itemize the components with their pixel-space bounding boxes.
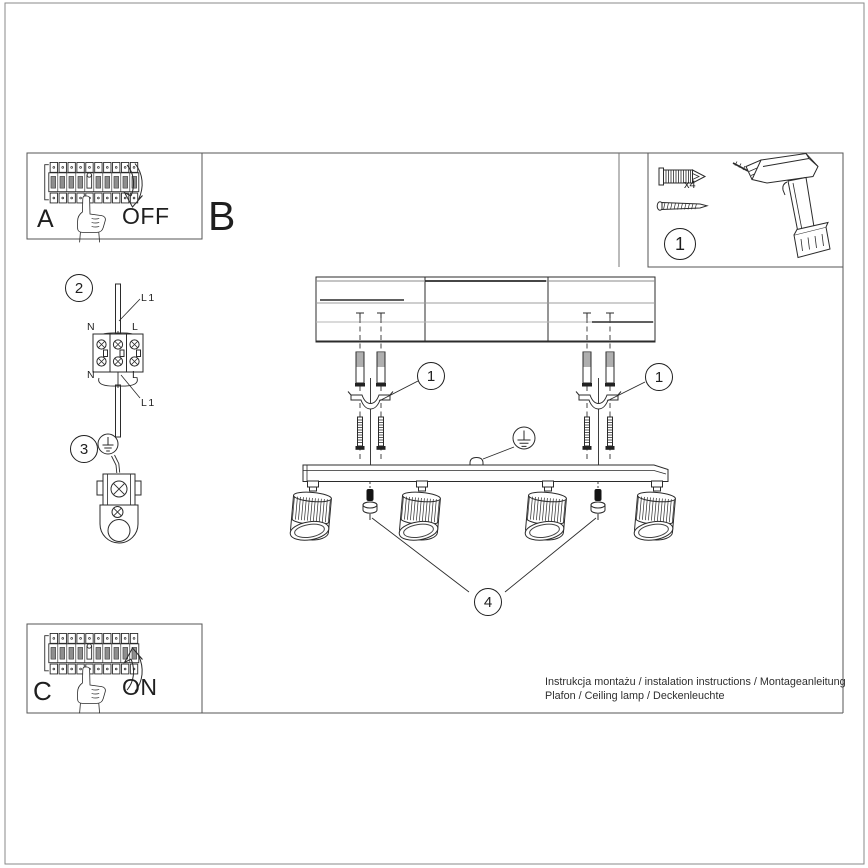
panel-a-label: A bbox=[37, 205, 54, 233]
wiring-illustration bbox=[93, 284, 143, 437]
step-3-badge: 3 bbox=[70, 435, 98, 463]
ceiling-illustration bbox=[316, 277, 655, 342]
panel-b-label: B bbox=[208, 193, 236, 239]
sheet-frame bbox=[5, 3, 864, 864]
terminal-label-l-top: L bbox=[132, 321, 138, 333]
ground-leader-line bbox=[483, 447, 514, 459]
ground-wire-hook bbox=[470, 458, 483, 466]
panel-a-state-label: OFF bbox=[122, 203, 170, 229]
breaker-panel-icon bbox=[45, 162, 139, 203]
mounting-screw-icon bbox=[583, 417, 592, 450]
terminal-label-n-bottom: N bbox=[87, 369, 95, 381]
wall-anchor-icon bbox=[355, 352, 365, 387]
wall-anchor-icon bbox=[605, 352, 615, 387]
mounting-screw-icon bbox=[606, 417, 615, 450]
spotlight-icon bbox=[522, 491, 569, 546]
wall-plug-icon bbox=[659, 168, 705, 185]
anchor-quantity-label: x4 bbox=[684, 179, 696, 191]
mounting-screw-icon bbox=[657, 202, 707, 210]
rail-bar bbox=[303, 465, 668, 482]
ground-clamp-icon bbox=[97, 474, 141, 543]
wire-top bbox=[116, 284, 121, 333]
drill-icon bbox=[733, 154, 830, 258]
fixing-screw-icon bbox=[363, 489, 377, 520]
wire-bottom bbox=[116, 385, 121, 437]
panel-c-label: C bbox=[33, 676, 52, 706]
fixing-screw-icon bbox=[591, 489, 605, 520]
breaker-panel-icon bbox=[45, 633, 139, 674]
grounding-illustration bbox=[97, 434, 141, 543]
mounting-screw-icon bbox=[377, 417, 386, 450]
panel-c-state-label: ON bbox=[122, 674, 158, 700]
step-1-badge-left: 1 bbox=[417, 362, 445, 390]
spotlight-icon bbox=[287, 491, 334, 546]
step-2-badge: 2 bbox=[65, 274, 93, 302]
wire-label-l1-top: L1 bbox=[141, 292, 156, 304]
ground-wire bbox=[112, 455, 120, 473]
spotlight-icon bbox=[631, 491, 678, 546]
footer-title: Instrukcja montażu / instalation instructions / Montageanleitung bbox=[545, 676, 846, 688]
wall-anchor-icon bbox=[376, 352, 386, 387]
terminal-label-l-bottom: L bbox=[132, 369, 138, 381]
wire-label-l1-bottom: L1 bbox=[141, 397, 156, 409]
wall-anchor-icon bbox=[582, 352, 592, 387]
lamp-rail-illustration bbox=[287, 427, 678, 592]
step-4-badge: 4 bbox=[474, 588, 502, 616]
axis-lines bbox=[371, 378, 599, 465]
mounting-screw-icon bbox=[356, 417, 365, 450]
footer-product: Plafon / Ceiling lamp / Deckenleuchte bbox=[545, 690, 725, 702]
step-1-badge-tools: 1 bbox=[664, 228, 696, 260]
spotlight-icon bbox=[396, 491, 443, 546]
step-1-badge-right: 1 bbox=[645, 363, 673, 391]
terminal-label-n-top: N bbox=[87, 321, 95, 333]
